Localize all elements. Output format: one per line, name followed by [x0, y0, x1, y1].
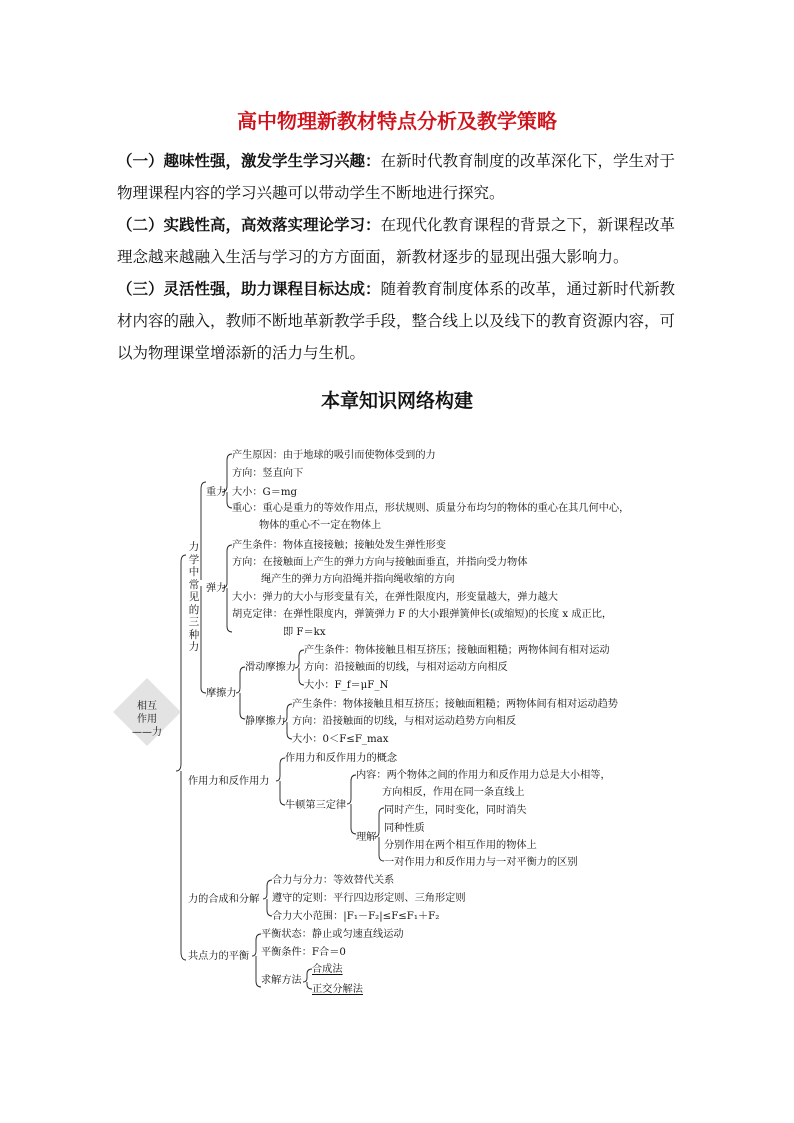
- document-title: 高中物理新教材特点分析及教学策略: [237, 109, 557, 133]
- paragraph-3-heading: （三）灵活性强，助力课程目标达成：: [117, 280, 381, 298]
- friction-label: 摩擦力: [206, 688, 237, 699]
- newton-content: [356, 769, 611, 782]
- three-forces-text: 力学中常见的三种力: [188, 541, 200, 653]
- newton-content-1: 两个物体之间的作用力和反作用力总是大小相等，: [386, 770, 611, 781]
- elastic-label: 弹力: [206, 583, 227, 594]
- gravity-center: 重心：重心是重力的等效作用点，形状规则、质量分布均匀的物体的重心在其几何中心，: [232, 503, 630, 514]
- understand-1: 同时产生，同时变化，同时消失: [384, 805, 527, 816]
- understand-2: 同种性质: [384, 823, 425, 834]
- paragraph-1-text: 在新时代教育制度的改革深化下，学生对于物理课程内容的学习兴趣可以带动学生不断地进行探究。: [117, 152, 676, 202]
- composition-3: 合力大小范围：|F₁－F₂|≤F≤F₁＋F₂: [272, 911, 440, 922]
- method-synthesis: 合成法: [312, 964, 343, 975]
- composition-2: 遵守的定则：平行四边形定则、三角形定则: [272, 893, 466, 904]
- paragraph-3: [117, 273, 683, 369]
- action-concept: 作用力和反作用力的概念: [285, 753, 398, 764]
- section-heading: 本章知识网络构建: [320, 390, 473, 412]
- method-orthogonal: 正交分解法: [312, 984, 363, 995]
- action-reaction-label: 作用力和反作用力: [188, 776, 270, 787]
- newton-content-label: 内容：: [356, 770, 387, 781]
- paragraph-2-heading: （二）实践性高，高效落实理论学习：: [117, 216, 381, 234]
- root-line-3: ——力: [132, 727, 162, 738]
- gravity-direction: 方向：竖直向下: [232, 468, 304, 479]
- gravity-label: 重力: [206, 487, 227, 498]
- newton-third-law-label: 牛顿第三定律: [285, 800, 347, 811]
- elastic-magnitude: 大小：弹力的大小与形变量有关，在弹性限度内，形变量越大，弹力越大: [232, 592, 558, 603]
- hooke-formula: 即 F＝kx: [283, 627, 326, 638]
- sliding-friction-label: 滑动摩擦力: [245, 662, 296, 673]
- three-forces-label: [188, 541, 200, 654]
- understand-label: 理解: [356, 832, 377, 843]
- composition-1: 合力与分力：等效替代关系: [272, 875, 395, 886]
- paragraph-1: [117, 145, 683, 209]
- static-magnitude: 大小：0＜F≤F_max: [292, 734, 389, 745]
- understand-3: 分别作用在两个相互作用的物体上: [384, 840, 537, 851]
- paragraph-3-text: 随着教育制度体系的改革，通过新时代新教材内容的融入，教师不断地革新教学手段，整合线上以及线下的教育资源内容，可以为物理课堂增添新的活力与生机。: [117, 280, 676, 362]
- elastic-rope: 绳产生的弹力方向沿绳并指向绳收缩的方向: [261, 574, 455, 585]
- static-condition: 产生条件：物体接触且相互挤压；接触面粗糙；两物体间有相对运动趋势: [292, 699, 618, 710]
- newton-content-2: 方向相反，作用在同一条直线上: [382, 787, 525, 798]
- hooke-law: 胡克定律：在弹性限度内，弹簧弹力 F 的大小跟弹簧伸长(或缩短)的长度 x 成正比，: [232, 609, 613, 620]
- composition-label: 力的合成和分解: [188, 894, 260, 905]
- equilibrium-label: 共点力的平衡: [188, 951, 250, 962]
- gravity-cause: 产生原因：由于地球的吸引而使物体受到的力: [232, 450, 436, 461]
- equilibrium-condition: 平衡条件：F合＝0: [261, 947, 346, 958]
- understand-4: 一对作用力和反作用力与一对平衡力的区别: [384, 857, 578, 868]
- equilibrium-method-label: 求解方法: [261, 975, 302, 986]
- gravity-center-note: 物体的重心不一定在物体上: [259, 520, 382, 531]
- elastic-direction: 方向：在接触面上产生的弹力方向与接触面垂直，并指向受力物体: [232, 557, 528, 568]
- elastic-condition: 产生条件：物体直接接触；接触处发生弹性形变: [232, 540, 446, 551]
- root-line-2: 作用: [137, 714, 157, 725]
- sliding-magnitude: 大小：F_f＝μF_N: [304, 680, 389, 691]
- root-line-1: 相互: [137, 701, 157, 712]
- paragraph-1-heading: （一）趣味性强，激发学生学习兴趣：: [117, 152, 381, 170]
- paragraph-2: [117, 209, 683, 273]
- static-friction-label: 静摩擦力: [245, 716, 286, 727]
- root-label: [122, 700, 172, 739]
- sliding-direction: 方向：沿接触面的切线，与相对运动方向相反: [304, 662, 508, 673]
- equilibrium-state: 平衡状态：静止或匀速直线运动: [261, 929, 404, 940]
- paragraph-2-text: 在现代化教育课程的背景之下，新课程改革理念越来越融入生活与学习的方方面面，新教材逐步的显现出强大影响力。: [117, 216, 676, 266]
- sliding-condition: 产生条件：物体接触且相互挤压；接触面粗糙；两物体间有相对运动: [304, 645, 610, 656]
- gravity-magnitude: 大小：G＝mg: [232, 487, 298, 498]
- static-direction: 方向：沿接触面的切线，与相对运动趋势方向相反: [292, 716, 517, 727]
